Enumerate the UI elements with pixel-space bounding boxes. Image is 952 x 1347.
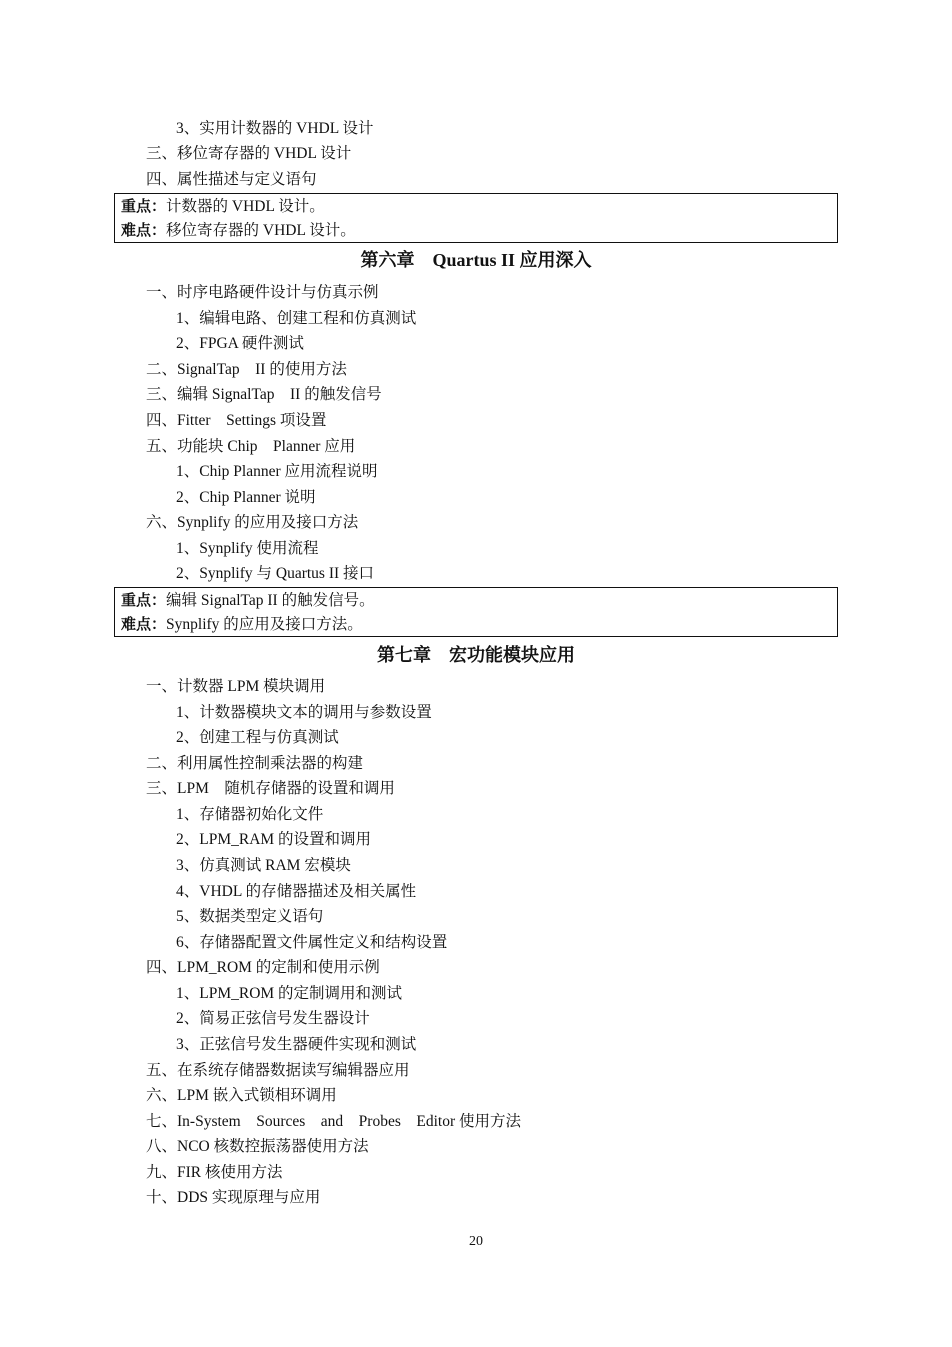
list-item: 1、编辑电路、创建工程和仿真测试	[176, 310, 417, 327]
key-text: 计数器的 VHDL 设计。	[166, 198, 325, 215]
list-item: 四、属性描述与定义语句	[146, 171, 317, 188]
list-item: 十、DDS 实现原理与应用	[146, 1189, 321, 1206]
list-item: 一、计数器 LPM 模块调用	[146, 678, 326, 695]
difficult-text: 移位寄存器的 VHDL 设计。	[166, 222, 356, 239]
key-label: 重点：	[121, 591, 167, 609]
list-item: 四、Fitter Settings 项设置	[146, 412, 327, 429]
list-item: 六、Synplify 的应用及接口方法	[146, 514, 359, 531]
list-item: 1、计数器模块文本的调用与参数设置	[176, 704, 432, 721]
key-text: 编辑 SignalTap II 的触发信号。	[166, 592, 375, 609]
list-item: 八、NCO 核数控振荡器使用方法	[146, 1138, 369, 1155]
list-item: 3、仿真测试 RAM 宏模块	[176, 857, 351, 874]
list-item: 一、时序电路硬件设计与仿真示例	[146, 284, 379, 301]
list-item: 1、Synplify 使用流程	[176, 540, 319, 557]
list-item: 三、移位寄存器的 VHDL 设计	[146, 145, 352, 162]
difficult-point-row	[121, 219, 356, 242]
difficult-text: Synplify 的应用及接口方法。	[166, 616, 363, 633]
list-item: 三、LPM 随机存储器的设置和调用	[146, 780, 395, 797]
list-item: 2、LPM_RAM 的设置和调用	[176, 831, 372, 848]
list-item: 五、在系统存储器数据读写编辑器应用	[146, 1062, 410, 1079]
list-item: 二、SignalTap II 的使用方法	[146, 361, 347, 378]
list-item: 3、正弦信号发生器硬件实现和测试	[176, 1036, 417, 1053]
list-item: 3、实用计数器的 VHDL 设计	[176, 120, 374, 137]
list-item: 九、FIR 核使用方法	[146, 1164, 283, 1181]
key-points-box	[114, 587, 838, 637]
list-item: 五、功能块 Chip Planner 应用	[146, 438, 356, 455]
list-item: 2、FPGA 硬件测试	[176, 335, 304, 352]
key-point-row	[121, 589, 375, 612]
list-item: 1、Chip Planner 应用流程说明	[176, 463, 378, 480]
list-item: 2、Synplify 与 Quartus II 接口	[176, 565, 375, 582]
list-item: 5、数据类型定义语句	[176, 908, 324, 925]
list-item: 1、存储器初始化文件	[176, 806, 324, 823]
difficult-point-row	[121, 613, 363, 636]
list-item: 七、In-System Sources and Probes Editor 使用方法	[146, 1113, 521, 1130]
list-item: 2、创建工程与仿真测试	[176, 729, 339, 746]
list-item: 三、编辑 SignalTap II 的触发信号	[146, 386, 382, 403]
key-point-row	[121, 195, 325, 218]
list-item: 6、存储器配置文件属性定义和结构设置	[176, 934, 448, 951]
list-item: 1、LPM_ROM 的定制调用和测试	[176, 985, 403, 1002]
page-number: 20	[469, 1234, 483, 1249]
key-label: 重点：	[121, 197, 167, 215]
difficult-label: 难点：	[121, 615, 167, 633]
chapter-title: 第七章 宏功能模块应用	[377, 645, 575, 665]
list-item: 二、利用属性控制乘法器的构建	[146, 755, 364, 772]
list-item: 2、Chip Planner 说明	[176, 489, 316, 506]
list-item: 4、VHDL 的存储器描述及相关属性	[176, 883, 417, 900]
key-points-box	[114, 193, 838, 243]
chapter-title: 第六章 Quartus II 应用深入	[360, 250, 592, 270]
list-item: 2、简易正弦信号发生器设计	[176, 1010, 370, 1027]
difficult-label: 难点：	[121, 221, 167, 239]
list-item: 六、LPM 嵌入式锁相环调用	[146, 1087, 337, 1104]
list-item: 四、LPM_ROM 的定制和使用示例	[146, 959, 380, 976]
